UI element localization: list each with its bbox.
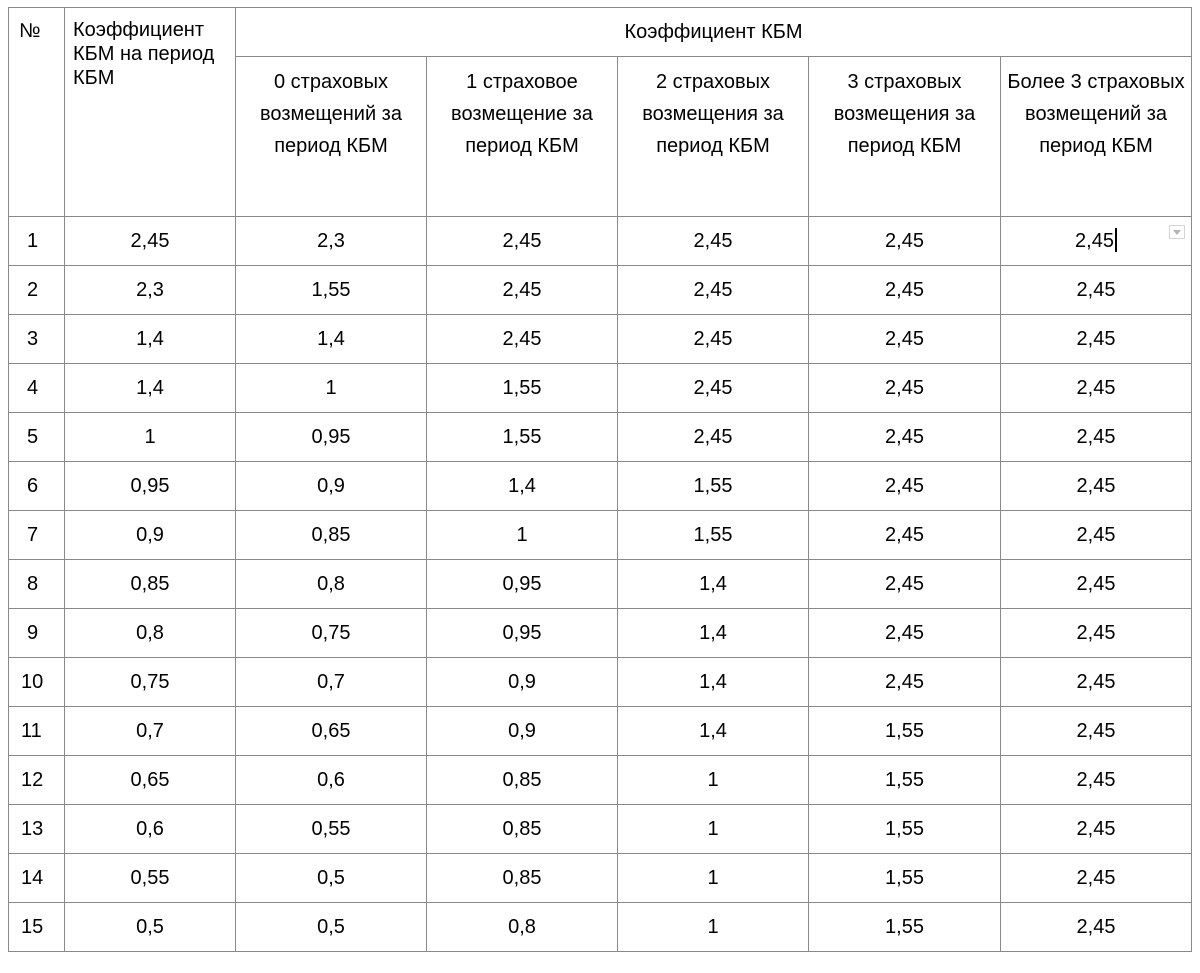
cell-value: 1,55: [693, 523, 733, 546]
claims-1-cell[interactable]: [427, 364, 618, 413]
header-kbm-group[interactable]: Коэффициент КБМ: [236, 8, 1192, 57]
row-number[interactable]: [9, 462, 65, 511]
cell-value: 1: [707, 817, 719, 840]
claims-1-cell[interactable]: [427, 805, 618, 854]
cell-value: 1: [27, 229, 39, 252]
claims-0-cell[interactable]: [236, 560, 427, 609]
cell-value: 1,55: [885, 817, 924, 840]
coef-period-cell[interactable]: [65, 511, 236, 560]
claims-more-3-cell[interactable]: [1001, 805, 1192, 854]
claims-0-cell[interactable]: [236, 217, 427, 266]
claims-more-3-cell[interactable]: [1001, 854, 1192, 903]
cell-value: 0,85: [502, 768, 542, 791]
table-row: [9, 266, 1192, 315]
cell-value: 2,3: [136, 278, 164, 301]
cell-value: 2,45: [1075, 229, 1114, 252]
claims-0-cell[interactable]: [236, 903, 427, 952]
claims-1-cell[interactable]: [427, 266, 618, 315]
cell-value: 0,9: [136, 523, 164, 546]
table-row: [9, 854, 1192, 903]
coef-period-cell[interactable]: [65, 609, 236, 658]
claims-more-3-cell[interactable]: [1001, 511, 1192, 560]
cell-value: 0,95: [502, 572, 542, 595]
cell-value: 2,45: [693, 229, 733, 252]
claims-2-cell[interactable]: [618, 315, 809, 364]
cell-value: 1: [516, 523, 528, 546]
cell-value: 0,5: [317, 866, 345, 889]
claims-0-cell[interactable]: [236, 413, 427, 462]
row-number[interactable]: [9, 315, 65, 364]
coef-period-cell[interactable]: [65, 266, 236, 315]
cell-value: 2,45: [1076, 817, 1116, 840]
cell-value: 0,8: [508, 915, 536, 938]
text-cursor: [1115, 228, 1117, 252]
claims-0-cell[interactable]: [236, 462, 427, 511]
claims-2-cell[interactable]: [618, 805, 809, 854]
row-number[interactable]: [9, 854, 65, 903]
cell-value: 2,45: [885, 229, 924, 252]
cell-value: 2,45: [885, 425, 924, 448]
table-row: [9, 217, 1192, 266]
claims-0-cell[interactable]: [236, 609, 427, 658]
cell-value: 0,85: [311, 523, 351, 546]
claims-0-cell[interactable]: [236, 805, 427, 854]
claims-3-cell[interactable]: [809, 658, 1001, 707]
table-row: [9, 462, 1192, 511]
cell-value: 6: [27, 474, 39, 497]
coef-period-cell[interactable]: [65, 756, 236, 805]
cell-value: 0,75: [311, 621, 351, 644]
cell-value: 0,65: [130, 768, 170, 791]
row-number[interactable]: [9, 266, 65, 315]
cell-value: 0,9: [508, 670, 536, 693]
claims-1-cell[interactable]: [427, 756, 618, 805]
cell-value: 2,45: [502, 229, 542, 252]
cell-value: 5: [27, 425, 39, 448]
cell-value: 0,8: [317, 572, 345, 595]
claims-0-cell[interactable]: [236, 266, 427, 315]
cell-value: 0,85: [130, 572, 170, 595]
cell-value: 2,45: [1076, 278, 1116, 301]
cell-value: 2,45: [885, 474, 924, 497]
cell-value: 2,45: [130, 229, 170, 252]
claims-0-cell[interactable]: [236, 854, 427, 903]
claims-2-cell[interactable]: [618, 609, 809, 658]
claims-3-cell[interactable]: [809, 511, 1001, 560]
cell-value: 0,5: [317, 915, 345, 938]
cell-value: 3: [27, 327, 39, 350]
coef-period-cell[interactable]: [65, 658, 236, 707]
cell-value: 11: [21, 719, 42, 742]
coef-period-cell[interactable]: [65, 903, 236, 952]
cell-value: 2,45: [1076, 719, 1116, 742]
claims-2-cell[interactable]: [618, 217, 809, 266]
claims-2-cell[interactable]: [618, 511, 809, 560]
cell-value: 12: [21, 768, 44, 791]
claims-2-cell[interactable]: [618, 364, 809, 413]
cell-value: 0,95: [502, 621, 542, 644]
header-claims-0[interactable]: 0 страховых возмещений за период КБМ: [236, 57, 427, 217]
row-number[interactable]: [9, 217, 65, 266]
cell-value: 8: [27, 572, 39, 595]
claims-1-cell[interactable]: [427, 462, 618, 511]
cell-value: 0,85: [502, 866, 542, 889]
cell-value: 0,95: [130, 474, 170, 497]
cell-value: 2: [27, 278, 39, 301]
row-number[interactable]: [9, 756, 65, 805]
claims-more-3-cell[interactable]: [1001, 560, 1192, 609]
cell-value: 2,45: [502, 327, 542, 350]
header-number[interactable]: №: [9, 8, 65, 217]
header-claims-3[interactable]: 3 страховых возмещения за период КБМ: [809, 57, 1001, 217]
claims-more-3-cell[interactable]: [1001, 462, 1192, 511]
claims-2-cell[interactable]: [618, 413, 809, 462]
claims-1-cell[interactable]: [427, 707, 618, 756]
cell-value: 1: [144, 425, 156, 448]
claims-2-cell[interactable]: [618, 707, 809, 756]
table-row: [9, 609, 1192, 658]
table-row: [9, 805, 1192, 854]
header-claims-more-3[interactable]: Более 3 страховых возмещений за период КБМ: [1001, 57, 1192, 217]
claims-0-cell[interactable]: [236, 364, 427, 413]
cell-value: 2,45: [1076, 327, 1116, 350]
dropdown-arrow-icon[interactable]: [1169, 225, 1185, 239]
cell-value: 2,45: [1076, 670, 1116, 693]
table-row: [9, 364, 1192, 413]
cell-value: 0,55: [130, 866, 170, 889]
cell-value: 2,45: [885, 376, 924, 399]
claims-1-cell[interactable]: [427, 609, 618, 658]
cell-value: 1,4: [699, 572, 727, 595]
table-row: [9, 315, 1192, 364]
cell-value: 1,4: [136, 376, 164, 399]
cell-value: 1: [707, 768, 719, 791]
row-number[interactable]: [9, 560, 65, 609]
claims-2-cell[interactable]: [618, 756, 809, 805]
coef-period-cell[interactable]: [65, 413, 236, 462]
cell-value: 15: [21, 915, 44, 938]
claims-3-cell[interactable]: [809, 756, 1001, 805]
cell-value: 1,4: [317, 327, 345, 350]
claims-1-cell[interactable]: [427, 560, 618, 609]
cell-value: 0,9: [508, 719, 536, 742]
coef-period-cell[interactable]: [65, 462, 236, 511]
cell-value: 2,45: [885, 523, 924, 546]
cell-value: 0,6: [317, 768, 345, 791]
claims-3-cell[interactable]: [809, 903, 1001, 952]
claims-more-3-cell[interactable]: [1001, 266, 1192, 315]
kbm-table-container: [8, 7, 1191, 952]
row-number[interactable]: [9, 903, 65, 952]
cell-value: 1: [707, 915, 719, 938]
claims-2-cell[interactable]: [618, 462, 809, 511]
coef-period-cell[interactable]: [65, 707, 236, 756]
cell-value: 2,45: [1076, 768, 1116, 791]
table-row: [9, 756, 1192, 805]
cell-value: 14: [21, 866, 44, 889]
cell-value: 2,45: [693, 425, 733, 448]
claims-more-3-cell[interactable]: [1001, 364, 1192, 413]
table-row: [9, 658, 1192, 707]
claims-2-cell[interactable]: [618, 903, 809, 952]
cell-value: 1,4: [699, 719, 727, 742]
claims-3-cell[interactable]: [809, 560, 1001, 609]
cell-value: 2,45: [1076, 523, 1116, 546]
claims-2-cell[interactable]: [618, 658, 809, 707]
cell-value: 0,5: [136, 915, 164, 938]
claims-3-cell[interactable]: [809, 707, 1001, 756]
header-coef-period[interactable]: Коэффициент КБМ на период КБМ: [65, 8, 236, 217]
cell-value: 2,45: [885, 572, 924, 595]
claims-more-3-cell[interactable]: [1001, 217, 1192, 266]
claims-3-cell[interactable]: [809, 462, 1001, 511]
claims-2-cell[interactable]: [618, 266, 809, 315]
cell-value: 0,65: [311, 719, 351, 742]
cell-value: 2,45: [1076, 621, 1116, 644]
coef-period-cell[interactable]: [65, 805, 236, 854]
claims-3-cell[interactable]: [809, 217, 1001, 266]
cell-value: 2,45: [1076, 425, 1116, 448]
cell-value: 2,45: [885, 621, 924, 644]
cell-value: 2,3: [317, 229, 345, 252]
coef-period-cell[interactable]: [65, 854, 236, 903]
claims-more-3-cell[interactable]: [1001, 315, 1192, 364]
row-number[interactable]: [9, 658, 65, 707]
header-claims-1[interactable]: 1 страховое возмещение за период КБМ: [427, 57, 618, 217]
cell-value: 0,7: [136, 719, 164, 742]
cell-value: 9: [27, 621, 39, 644]
cell-value: 10: [21, 670, 44, 693]
cell-value: 2,45: [693, 278, 733, 301]
cell-value: 2,45: [1076, 474, 1116, 497]
cell-value: 1,4: [508, 474, 536, 497]
claims-1-cell[interactable]: [427, 854, 618, 903]
table-row: [9, 413, 1192, 462]
cell-value: 2,45: [1076, 866, 1116, 889]
claims-3-cell[interactable]: [809, 609, 1001, 658]
row-number[interactable]: [9, 413, 65, 462]
cell-value: 2,45: [1076, 376, 1116, 399]
claims-1-cell[interactable]: [427, 903, 618, 952]
cell-value: 2,45: [693, 327, 733, 350]
claims-1-cell[interactable]: [427, 315, 618, 364]
cell-value: 13: [21, 817, 44, 840]
row-number[interactable]: [9, 364, 65, 413]
claims-0-cell[interactable]: [236, 315, 427, 364]
cell-value: 0,7: [317, 670, 345, 693]
cell-value: 4: [27, 376, 39, 399]
row-number[interactable]: [9, 511, 65, 560]
claims-more-3-cell[interactable]: [1001, 707, 1192, 756]
cell-value: 1,55: [502, 376, 542, 399]
header-claims-2[interactable]: 2 страховых возмещения за период КБМ: [618, 57, 809, 217]
claims-1-cell[interactable]: [427, 217, 618, 266]
table-row: [9, 511, 1192, 560]
cell-value: 1,4: [136, 327, 164, 350]
table-body: [9, 217, 1192, 952]
cell-value: 2,45: [1076, 915, 1116, 938]
coef-period-cell[interactable]: [65, 217, 236, 266]
cell-value: 0,8: [136, 621, 164, 644]
cell-value: 0,95: [311, 425, 351, 448]
cell-value: 2,45: [885, 327, 924, 350]
cell-value: 1,55: [885, 768, 924, 791]
cell-value: 1,55: [885, 719, 924, 742]
cell-value: 2,45: [502, 278, 542, 301]
claims-2-cell[interactable]: [618, 854, 809, 903]
claims-0-cell[interactable]: [236, 511, 427, 560]
cell-value: 2,45: [1076, 572, 1116, 595]
claims-1-cell[interactable]: [427, 658, 618, 707]
claims-more-3-cell[interactable]: [1001, 658, 1192, 707]
cell-value: 0,55: [311, 817, 351, 840]
cell-value: 7: [27, 523, 39, 546]
table-row: [9, 707, 1192, 756]
claims-1-cell[interactable]: [427, 511, 618, 560]
cell-value: 0,85: [502, 817, 542, 840]
cell-value: 0,75: [130, 670, 170, 693]
kbm-table: [8, 7, 1192, 952]
claims-3-cell[interactable]: [809, 805, 1001, 854]
cell-value: 0,6: [136, 817, 164, 840]
claims-3-cell[interactable]: [809, 315, 1001, 364]
row-number[interactable]: [9, 805, 65, 854]
cell-value: 2,45: [885, 278, 924, 301]
coef-period-cell[interactable]: [65, 315, 236, 364]
coef-period-cell[interactable]: [65, 560, 236, 609]
claims-3-cell[interactable]: [809, 364, 1001, 413]
claims-more-3-cell[interactable]: [1001, 756, 1192, 805]
row-number[interactable]: [9, 609, 65, 658]
claims-1-cell[interactable]: [427, 413, 618, 462]
cell-value: 0,9: [317, 474, 345, 497]
claims-2-cell[interactable]: [618, 560, 809, 609]
claims-3-cell[interactable]: [809, 413, 1001, 462]
cell-value: 1,4: [699, 621, 727, 644]
header-row-top: [9, 8, 1192, 57]
cell-value: 1,55: [885, 866, 924, 889]
claims-more-3-cell[interactable]: [1001, 609, 1192, 658]
row-number[interactable]: [9, 707, 65, 756]
coef-period-cell[interactable]: [65, 364, 236, 413]
cell-value: 1,55: [693, 474, 733, 497]
cell-value: 1,4: [699, 670, 727, 693]
cell-value: 2,45: [885, 670, 924, 693]
cell-value: 2,45: [693, 376, 733, 399]
claims-more-3-cell[interactable]: [1001, 413, 1192, 462]
cell-value: 1: [325, 376, 337, 399]
claims-0-cell[interactable]: [236, 756, 427, 805]
cell-value: 1,55: [311, 278, 351, 301]
table-row: [9, 903, 1192, 952]
claims-3-cell[interactable]: [809, 854, 1001, 903]
cell-value: 1: [707, 866, 719, 889]
table-row: [9, 560, 1192, 609]
cell-value: 1,55: [502, 425, 542, 448]
claims-0-cell[interactable]: [236, 658, 427, 707]
claims-more-3-cell[interactable]: [1001, 903, 1192, 952]
cell-value: 1,55: [885, 915, 924, 938]
claims-3-cell[interactable]: [809, 266, 1001, 315]
claims-0-cell[interactable]: [236, 707, 427, 756]
